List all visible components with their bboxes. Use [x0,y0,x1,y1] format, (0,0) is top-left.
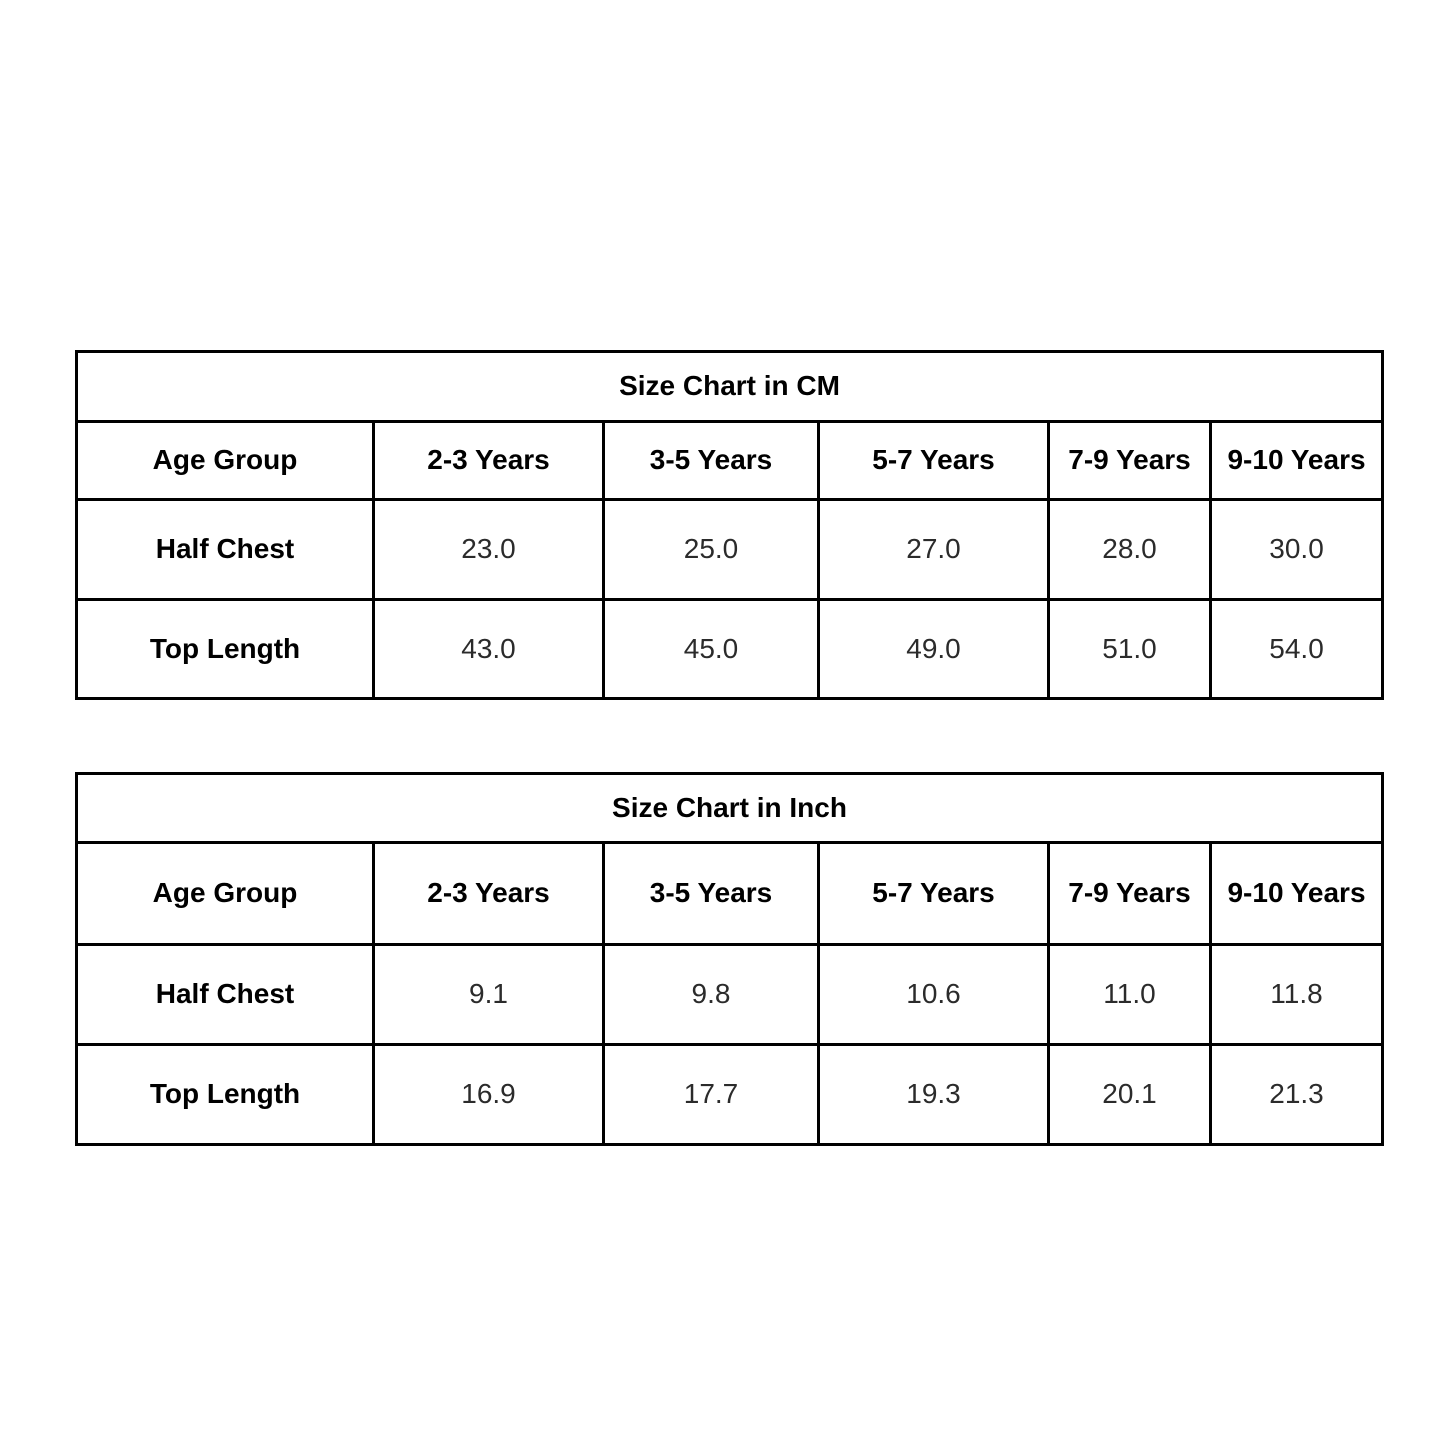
value-cell: 54.0 [1211,600,1383,699]
header-cell: 5-7 Years [819,422,1049,500]
row-label: Half Chest [77,945,374,1045]
size-chart-inch-table [75,772,1384,1146]
value-cell: 9.8 [604,945,819,1045]
value-cell: 11.8 [1211,945,1383,1045]
value-cell: 27.0 [819,500,1049,600]
table-title: Size Chart in CM [77,352,1383,422]
table-header-row [77,422,1383,500]
header-cell: 5-7 Years [819,843,1049,945]
value-cell: 45.0 [604,600,819,699]
header-cell: 7-9 Years [1049,422,1211,500]
table-title-row [77,774,1383,843]
row-label: Half Chest [77,500,374,600]
value-cell: 20.1 [1049,1045,1211,1145]
size-chart-cm-table [75,350,1384,700]
header-cell: 2-3 Years [374,422,604,500]
header-cell: 7-9 Years [1049,843,1211,945]
row-label: Top Length [77,1045,374,1145]
header-cell: 3-5 Years [604,422,819,500]
header-cell-age-group: Age Group [77,422,374,500]
size-chart-inch [75,772,1381,1146]
row-label: Top Length [77,600,374,699]
table-row [77,1045,1383,1145]
table-title-row [77,352,1383,422]
table-row [77,500,1383,600]
value-cell: 10.6 [819,945,1049,1045]
header-cell: 9-10 Years [1211,422,1383,500]
value-cell: 49.0 [819,600,1049,699]
table-row [77,945,1383,1045]
value-cell: 30.0 [1211,500,1383,600]
header-cell: 3-5 Years [604,843,819,945]
table-title: Size Chart in Inch [77,774,1383,843]
value-cell: 17.7 [604,1045,819,1145]
table-header-row [77,843,1383,945]
header-cell: 2-3 Years [374,843,604,945]
value-cell: 9.1 [374,945,604,1045]
header-cell-age-group: Age Group [77,843,374,945]
value-cell: 51.0 [1049,600,1211,699]
value-cell: 11.0 [1049,945,1211,1045]
value-cell: 19.3 [819,1045,1049,1145]
size-chart-cm [75,350,1381,700]
value-cell: 23.0 [374,500,604,600]
table-row [77,600,1383,699]
value-cell: 43.0 [374,600,604,699]
value-cell: 21.3 [1211,1045,1383,1145]
value-cell: 16.9 [374,1045,604,1145]
value-cell: 28.0 [1049,500,1211,600]
header-cell: 9-10 Years [1211,843,1383,945]
value-cell: 25.0 [604,500,819,600]
